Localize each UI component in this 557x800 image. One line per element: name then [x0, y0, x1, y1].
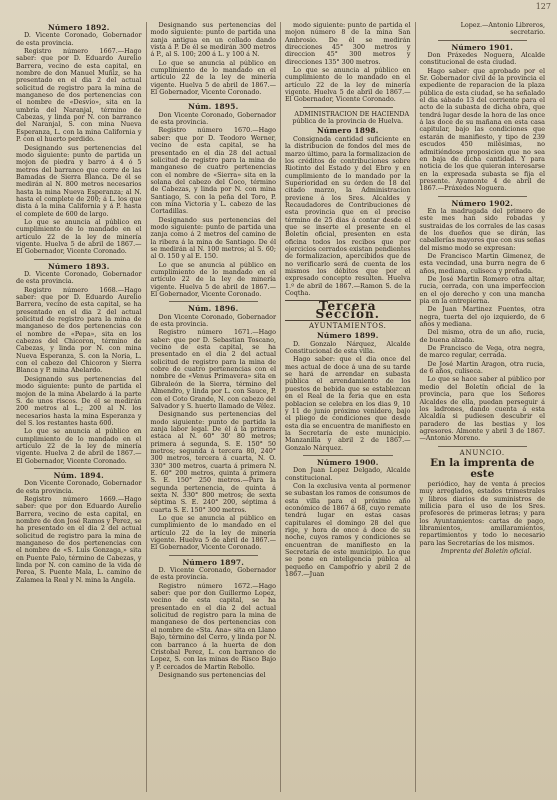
divider [169, 555, 259, 556]
column-2 [147, 22, 282, 792]
entry-title-1902: Número 1902. [451, 198, 514, 208]
entry-title-1901: Número 1901. [451, 42, 514, 52]
anuncio-heading: ANUNCIO. [459, 448, 505, 457]
entry-title-1895: Núm. 1895. [188, 102, 239, 112]
entry-1902-body: En la madrugada del primero de este mes han sido robadas y sustraidas de los corrales de las casas de los dueños que se dirán, las caballerías mayores que con sus señas del mismo modo se expresan: [419, 206, 545, 252]
administration-heading: ADMINISTRACION DE HACIENDA pública de la provincia de Huelva. [292, 109, 410, 126]
divider [169, 301, 259, 302]
entry-1895-body: Designando sus pertenencias del modo siguiente: punto de partida una zanja como á 2 metros del camino de la ribera á la mina de Santiago. De él se medirán al N. 100 metros; al S. 60; al O. 150 y al E. 150. [150, 215, 276, 261]
entry-title-1899: Número 1899. [316, 331, 379, 341]
page-number: 127 [535, 2, 551, 11]
divider [303, 455, 393, 456]
entry-1893-body: Lo que se anuncia al público en cumplimiento de lo mandado en el artículo 22 de la ley de minería vigente. Huelva 2 de abril de 1867.—El Gobernador, Vicente Coronado. [16, 427, 142, 465]
entry-title-1900: Número 1900. [316, 457, 379, 467]
entry-1902-body: De José Martin Romero otra altar, rucia, cerrada, con una imperfeccion en el ojo derecho y con una mancha pia en la entrepierna. [419, 275, 545, 306]
entry-continuation: Designando sus pertenencias del modo siguiente: punto de partida una zanja antigua en un collado dando vista á P. De él se medirán 300 metros á P., al S. 100; 200 á L. y 100 á N. [150, 22, 276, 59]
column-1 [12, 22, 147, 792]
entry-1895-body: Lo que se anuncia al público en cumplimiento de lo mandado en el artículo 22 de la ley de minería vigente. Huelva 5 de abril de 1867.—El Gobernador, Vicente Coronado. [150, 260, 276, 299]
entry-1897-head: D. Vicente Coronado, Gobernador de esta provincia. [150, 566, 276, 582]
entry-1896-head: Don Vicente Coronado, Gobernador de esta provincia. [150, 312, 276, 329]
entry-continuation: Lopez.—Antonio Libreros, secretario. [460, 22, 545, 37]
entry-continuation: Lo que se anuncia al público en cumplimiento de lo mandado en el artículo 22 de la ley de minería vigente. Huelva 5 de abril de 1867.—El Gobernador, Vicente Coronado. [150, 58, 276, 97]
entry-1893-body: Designando sus pertenencias del modo siguiente: punto de partida el mojon de la mina Abelardo á la parte S. de unos riscos. De él se medirán 200 metros al L.; 200 al N. los necesarios hasta la mina Esperanza y del S. los restantes hasta 600. [16, 374, 142, 427]
column-4 [416, 22, 550, 792]
entry-1901-body: Hago saber: que aprobado por el Sr. Gobernador civil de la provincia el expediente de reparacion de la plaza pública de esta ciudad, se ha señalado el dia sábado 13 del corriente para el acto de la subasta de dicha obra, que tendrá lugar desde la hora de las once á las doce de su mañana en esta casa capitular, bajo las condiciones que estarán de manifiesto, y tipo de 239 escudos 450 milésimas, no admitiéndose proposicion que no sea en baja de dicha cantidad. Y para noticia de los que quieran interesarse en la expresada subasta se fija el presente. Ayamonte 4 de abril de 1867.—Práxedes Noguera. [419, 66, 545, 193]
entry-1902-body: Lo que se hace saber al público por medio del Boletín oficial de la provincia, para que los Señores Alcaldes de ella, puedan perseguir á los ladrones, dando cuenta á esta Alcaldía si pudiesen descubrir el paradero de las bestias y los agresores. Almonte y abril 3 de 1867.—Antonio Moreno. [419, 375, 545, 443]
entry-1902-body: Del mismo, otra de un año, rucia, de buena alzada. [419, 328, 545, 344]
entry-1902-body: De Juan Martinez Fuentes, otra negra, tuerta del ojo izquierdo, de 6 años y mediana. [419, 305, 545, 329]
entry-title-1893: Número 1893. [47, 261, 110, 271]
imprint-footer: Imprenta del Boletín oficial. [440, 547, 532, 555]
ayuntamientos-heading: AYUNTAMIENTOS. [308, 322, 387, 331]
entry-title-1898: Número 1898. [316, 126, 379, 136]
entry-1893-body: Registro número 1668.—Hago saber: que por D. Eduardo Aurelio Barrera, vecino de esta capital, se ha presentado en el dia 2 del actual solicitud de registro para la mina de manganeso de dos pertenencias con el nombre de «Pepa», sita en los cabezos del Chicoron, término de Cabezas, y linda por N. con mina Nueva Esperanza, S. con la Noria, L. con el cabezo del Chicoron y Sierra Blanca y P. mina Abelardo. [16, 285, 142, 375]
divider [438, 196, 528, 197]
entry-1892-body: Registro número 1667.—Hago saber: que por D. Eduardo Aurelio Barrera, vecino de esta capital, en nombre de don Manuel Muñiz, se ha presentado en el dia 2 del actual solicitud de registro para la mina de manganeso de dos pertenencias con el nombre de «Desvío», sita en la umbría del Naranjal, término de Cabezas, y linda por N. con barranco del Naranjal, S. con mina Nueva Esperanza, L. con la mina California y P. con el huerto perdido. [16, 47, 142, 144]
entry-1902-body: De Francisco de Vega, otra negra, de marco regular, cerrada. [419, 344, 545, 360]
entry-1897-body: Registro número 1672.—Hago saber: que por don Guillermo Lopez, vecino de esta capital, se ha presentado en el dia 2 del actual solicitud de registro para la mina de manganeso de dos pertenencias con el nombre de «Sta. Ana» sita en Llano Bajo, término del Cerro, y linda por N. con barranco á la huerta de don Cristobal Perez, L. con barranco de Lopez, S. con las minas de Risco Bajo y P. cercados de Martin Rebollo. [150, 581, 276, 671]
entry-1900-body: Con la exclusiva venta al pormenor se subastan los ramos de consumos de esta villa para el próximo año económico de 1867 á 68, cuyo remate tendrá lugar en estas casas capitulares el domingo 28 del que rige, y hora de once á doce de su noche, cuyos ramos y condiciones se encuentran de manifiesto en la Secretaría de este municipio. Lo que se pone en inteligencia públca al pequeño en Campofrío y abril 2 de 1867.—Juan [285, 481, 411, 579]
entry-1892-body: Lo que se anuncia al público en cumplimiento de lo mandado en el artículo 22 de la ley de minería vigente. Huelva 5 de abril de 1867.—El Gobernador, Vicente Coronado. [16, 217, 142, 256]
entry-1894-head: Don Vicente Coronado, Gobernador de esta provincia. [16, 479, 142, 495]
entry-1897-body: Designando sus pertenencias del [158, 670, 266, 679]
entry-1894-body: Registro número 1669.—Hago saber: que por don Eduardo Aurelio Barrera, vecino de esta capital, en nombre de don José Ramos y Perez, se ha presentado en el dia 2 del actual solicitud de registro para la mina de manganeso de dos pertenencias con el nombre de «S. Luis Gonzaga,» sita en Puente Palo, término de Cabezas, y linda por N. con camino de la vida de Perea, S. Puente Mala, L. camino de Zalamea la Real y N. mina la Angéla. [16, 494, 142, 584]
entry-continuation: Lo que se anuncia al público en cumplimiento de lo mandado en el artículo 22 de la ley de minería vigente. Huelva 5 de abril de 1867.—El Gobernador, Vicente Coronado. [285, 66, 411, 104]
column-3 [281, 22, 416, 792]
columns-container [12, 22, 549, 792]
entry-1896-body: Designando sus pertenencias del modo siguiente: punto de partida la zanja labor legal. De él á la primera estaca al N. 60° 30' 80 metros; primera á segunda, S. E. 150° 50 metros; segunda á tercera 80, 240° 300 metros, tercera á cuarta, N. O. 330° 300 metros, cuarta á primera N. E. 60° 200 metros, quinta á primera S. E. 150° 250 metros.—Para la segunda pertenencia, de quinta á sexta N. 330° 800 metros; de sexta séptima S. E. 240° 200, séptima á cuarta S. E. 150° 300 metros. [150, 410, 276, 514]
entry-1902-body: De José Martin Aragon, otra rucia, de 6 años, culiseca. [419, 359, 545, 376]
imprenta-heading: En la imprenta de este [430, 456, 535, 480]
entry-1899-head: D. Gonzalo Nárquez, Alcalde Constitucional de esta villa. [285, 339, 411, 356]
divider [303, 107, 393, 108]
entry-1902-body: De Francisco Martin Gimenez, de esta vecindad, una burra negra de 6 años, mediana, culiseca y preñada. [419, 251, 545, 275]
entry-1898-body: Consignada cantidad suficiente en la distribucion de fondos del mes de marzo último, para la formalizacion de los créditos de contribuciones sobre Riotinto del Estado y del Ebro y en cumplimiento de lo mandado por la Superioridad en su órden de 18 del citado marzo, la Administracion previene á los Sres. Alcaldes y Recaudadores de Contribuciones de esta provincia que en el preciso término de 25 dias á contar desde el que se inserte el presente en el Boletín oficial, presenten en esta oficina todos los recibos que por ejercicios cerrados existan pendientes de formalizacion, apercibidos que de no verificarlo será de cuenta de los mismos los débitos que por el expresado concepto resulten. Huelva 1.º de abril de 1867.—Ramon S. de la Coqtha. [285, 134, 411, 298]
divider [169, 99, 259, 100]
entry-1892-head: D. Vicente Coronado, Gobernador de esta provincia. [16, 31, 142, 47]
entry-1893-head: D. Vicente Coronado, Gobernador de esta provincia. [16, 270, 142, 286]
divider [438, 446, 528, 447]
entry-1896-body: Registro número 1671.—Hago saber: que por D. Sebastian Toscano, vecino de esta capital, se ha presentado en el dia 2 del actual solicitud de registro para la mina de cobre de cuatro pertenencias con el nombre de «Venus Primavera» sita en Gibraleón de la Sierra, término del Almendro, y linda por L. con Sauce, P. con el Coto Grande, N. con cabezo del Salvador y S. huerto llamado de Vélez. [150, 328, 276, 410]
entry-1900-head: Don Juan Lopez Delgado, Alcalde constitucional. [285, 466, 411, 482]
entry-title-1896: Núm. 1896. [188, 304, 239, 314]
entry-title-1894: Núm. 1894. [53, 470, 104, 480]
entry-continuation: modo siguiente: punto de partida el mojon número 8 de la mina San Ambrosio. De él se medirán direcciones 45° 300 metros y direccion 45° 300 metros y direcciones 135° 300 metros. [285, 22, 411, 66]
entry-1892-body: Designando sus pertenencias del modo siguiente: punto de partida un mojon de piedra y barro á 4 ó 5 metros del barranco que corre de las Bamadas de Sierra Blanca. De él se medirán al N. 800 metros necesarios hasta la mina Nueva Esperanza; al N. hasta el complete de 200; á L. los que dista á la mina California y á P. hasta el complete de 600 de largo. [16, 143, 142, 218]
entry-1901-head: Don Práxedes Noguera, Alcalde constitucional de esta ciudad. [419, 51, 545, 67]
entry-1896-body: Lo que se anuncia al público en cumplimiento de lo mandado en el artículo 22 de la ley de minería vigente. Huelva 5 de abril de 1867.—El Gobernador, Vicente Coronado. [150, 514, 276, 552]
entry-title-1897: Número 1897. [182, 557, 245, 567]
entry-1895-head: Don Vicente Coronado, Gobernador de esta provincia. [150, 110, 276, 127]
entry-1895-body: Registro número 1670.—Hago saber: que por D. Teodoro Werner, vecino de esta capital, se ha presentado en el dia 28 del actual solicitud de registro para la mina de manganeso de cuatro pertenencias con el nombre de «Sierra» sita en la solana del cabezo del Coco, término de Cabezas, y linda por N. con mina Santiago, S. con la peña del Toro, P. con mina Victoria y L. cabezo de las Cortadillas. [150, 126, 276, 216]
divider [438, 40, 528, 41]
divider [34, 259, 124, 260]
entry-1899-body: Hago saber: que el dia once del mes actual de doce á una de su tarde se hará de arrendar en subasta pública el arrendamiento de los puestos de bebida que se establezcan en el Real de la feria que en esta poblacion se celebra en los dias 9, 10 y 11 de junio próximo venidero, bajo el pliego de condiciones que desde esta dia se encuentra de manifiesto en la Secretaría de este municipio. Manzanilla y abril 2 de 1867.—Gonzalo Nárquez. [285, 355, 411, 452]
section-title: Tercera Seccion. [285, 300, 411, 321]
entry-title-1892: Número 1892. [47, 23, 110, 32]
divider [34, 468, 124, 469]
anuncio-body: periódico, hay de venta á precios muy arreglados, estados trimestrales y libros diarios de suministros de milicia para el uso de los Sres. profesores de primeras letras; y para los Ayuntamientos: cartas de pago, libramientos, amillaramientos, repartimientos y todo lo necesario para las Secretarías de los mismos. [419, 479, 545, 547]
